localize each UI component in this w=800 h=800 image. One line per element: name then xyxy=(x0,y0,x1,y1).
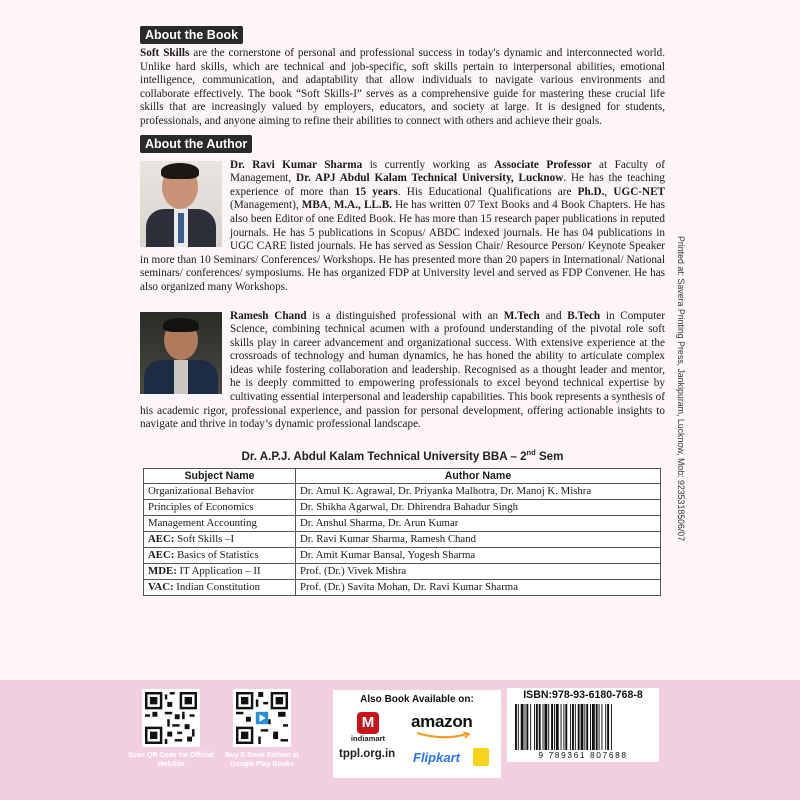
subject-cell xyxy=(144,563,296,579)
about-book-heading: About the Book xyxy=(140,26,243,44)
author-2-name: Ramesh Chand xyxy=(230,309,307,322)
subject-name: Indian Constitution xyxy=(173,581,260,594)
available-on-box xyxy=(333,690,501,778)
table-title-sup: nd xyxy=(526,447,536,457)
barcode-bar xyxy=(543,704,544,750)
bio-seg: is currently working as xyxy=(362,158,495,171)
barcode-bar xyxy=(596,704,598,750)
bio-seg: Associate Professor xyxy=(494,158,592,171)
subject-cell xyxy=(144,499,296,515)
content-column xyxy=(140,26,665,596)
indiamart-icon: M xyxy=(357,712,379,734)
bio-seg: , xyxy=(327,199,334,212)
bio-seg: 15 years xyxy=(354,185,398,198)
barcode-bar xyxy=(526,704,528,750)
barcode-bar xyxy=(563,704,564,750)
author-cell: Prof. (Dr.) Vivek Mishra xyxy=(296,563,661,579)
bio-seg: (Management), xyxy=(230,199,302,212)
author-2-photo xyxy=(140,312,222,394)
about-book-lead: Soft Skills xyxy=(140,47,190,59)
subject-cell xyxy=(144,547,296,563)
indiamart-logo[interactable] xyxy=(343,712,393,743)
barcode-bar xyxy=(599,704,600,750)
barcode-bar xyxy=(518,704,519,750)
bio-seg: UGC-NET xyxy=(613,185,665,198)
ebook-qr-label: Buy E-Book Edition at Google Play Books xyxy=(225,752,299,768)
barcode-bar xyxy=(544,704,547,750)
bio-seg: B.Tech xyxy=(567,309,601,322)
bio-seg: is a distinguished professional with an xyxy=(306,309,504,322)
author-2-block xyxy=(140,310,665,432)
header-author: Author Name xyxy=(296,468,661,483)
barcode-bar xyxy=(551,704,553,750)
barcode-bar xyxy=(590,704,591,750)
about-book-text xyxy=(140,47,665,129)
subject-cell xyxy=(144,579,296,595)
table-header-row xyxy=(144,468,661,483)
barcode-bar xyxy=(592,704,595,750)
barcode-bar xyxy=(556,704,559,750)
author-cell: Dr. Amul K. Agrawal, Dr. Priyanka Malhotra, Dr. Manoj K. Mishra xyxy=(296,483,661,499)
header-subject: Subject Name xyxy=(144,468,296,483)
barcode-bar xyxy=(601,704,602,750)
author-cell: Dr. Shikha Agarwal, Dr. Dhirendra Bahadur Singh xyxy=(296,499,661,515)
barcode-bar xyxy=(586,704,588,750)
barcode-bar xyxy=(554,704,555,750)
footer-band xyxy=(0,680,800,800)
bio-seg: He has written 07 Text Books and 4 Book Chapters. He has also been Editor of one Edited Book. He has more than 15 research paper publications in reputed journals. He has 5 publications in Scopus/ ABDC indexed journals. He has 04 publications in UGC CARE listed journals. He has served as Session Chair/ Resource Person/ Keynote Speaker in more than 10 Seminars/ Conferences/ Workshops. He has presented more than 20 papers in International/ National seminars/ conferences/ symposiums. He has organized FDP at University level and served as FDP Convener. He has also organized many Workshops. xyxy=(140,199,665,293)
subject-name: Principles of Economics xyxy=(148,501,254,514)
bio-seg: . His Educational Qualifications are xyxy=(397,185,578,198)
bio-seg: at Faculty of Management, xyxy=(230,158,665,185)
bio-seg: M.Tech xyxy=(503,309,540,322)
barcode-bar xyxy=(521,704,524,750)
bio-seg: Dr. APJ Abdul Kalam Technical University, Lucknow xyxy=(296,172,564,185)
bio-seg: and xyxy=(539,309,568,322)
author-cell: Dr. Ravi Kumar Sharma, Ramesh Chand xyxy=(296,531,661,547)
subject-prefix: MDE: xyxy=(148,565,177,578)
table-row xyxy=(144,531,661,547)
bio-seg: in Computer Science, combining technical acumen with a profound understanding of the pivotal role soft skills play in career advancement and organizational success. With extensive experience at the crossroads of technology and human dynamics, he has honed the ability to articulate complex ideas while fostering collaboration and leadership. Recognised as a thought leader and mentor, he is deeply committed to empowering professionals to excel beyond technical expertise by cultivating essential interpersonal and leadership capabilities. This book represents a synthesis of his academic rigor, professional experience, and passion for personal development, offering actionable insights to navigate and thrive in today’s dynamic professional landscape. xyxy=(140,309,665,431)
website-qr-label: Scan QR Code for Official WebSite xyxy=(128,752,214,768)
bio-seg: , xyxy=(604,185,614,198)
bio-seg: M.A., LL.B. xyxy=(333,199,392,212)
subjects-table xyxy=(143,468,661,596)
author-1-name: Dr. Ravi Kumar Sharma xyxy=(230,158,363,171)
printer-info-text: Printed at: Savera Printing Press, Jankipuram, Lucknow, Mob: 9235318506/07 xyxy=(676,236,686,542)
barcode-bar xyxy=(607,704,609,750)
barcode-bar xyxy=(561,704,562,750)
subject-name: Management Accounting xyxy=(148,517,257,530)
author-cell: Prof. (Dr.) Savita Mohan, Dr. Ravi Kumar Sharma xyxy=(296,579,661,595)
barcode-bar xyxy=(611,704,612,750)
author-1-photo xyxy=(140,161,222,247)
printer-info xyxy=(676,236,688,656)
barcode-bar xyxy=(570,704,571,750)
author-cell: Dr. Anshul Sharma, Dr. Arun Kumar xyxy=(296,515,661,531)
subject-name: IT Application – II xyxy=(176,565,261,578)
qr-code-icon xyxy=(145,692,197,744)
barcode-bar xyxy=(525,704,526,750)
author-1-block xyxy=(140,159,665,295)
subject-cell xyxy=(144,483,296,499)
table-title-main: Dr. A.P.J. Abdul Kalam Technical University BBA – 2 xyxy=(241,449,527,463)
barcode-bar xyxy=(605,704,606,750)
barcode-bar xyxy=(565,704,567,750)
isbn-box xyxy=(507,688,659,762)
subject-name: Basics of Statistics xyxy=(174,549,259,562)
table-row xyxy=(144,547,661,563)
bio-seg: MBA xyxy=(301,199,328,212)
table-title xyxy=(140,448,665,463)
bio-seg: Ph.D. xyxy=(577,185,605,198)
qr-code-icon xyxy=(236,692,288,744)
flipkart-logo[interactable]: Flipkart xyxy=(413,750,460,765)
table-title-end: Sem xyxy=(535,449,564,463)
barcode-bar xyxy=(534,704,535,750)
subject-prefix: AEC: xyxy=(148,549,175,562)
amazon-logo[interactable]: amazon xyxy=(411,712,473,731)
ebook-qr-code[interactable] xyxy=(233,689,291,747)
barcode-bar xyxy=(584,704,585,750)
barcode-icon xyxy=(513,704,653,750)
tppl-link[interactable]: tppl.org.in xyxy=(339,748,396,760)
table-row xyxy=(144,563,661,579)
barcode-bar xyxy=(515,704,517,750)
barcode-bar xyxy=(575,704,576,750)
barcode-bar xyxy=(578,704,580,750)
about-author-heading: About the Author xyxy=(140,135,252,153)
barcode-bar xyxy=(572,704,574,750)
isbn-text: ISBN:978-93-6180-768-8 xyxy=(523,689,643,701)
barcode-bar xyxy=(530,704,531,750)
amazon-smile-icon xyxy=(415,732,473,740)
subject-cell xyxy=(144,515,296,531)
about-book-body: are the cornerstone of personal and professional success in today's dynamic and interconnected world. Unlike hard skills, which are technical and job-specific, soft skills pertain to interpersonal abilities, emotional intelligence, communication, and adaptability that allow individuals to navigate various environments and collaborate effectively. The book “Soft Skills-I” serves as a comprehensive guide for mastering these crucial life skills that are increasingly valued by employers, educators, and society at large. It is designed for students, professionals, and anyone aiming to refine their abilities to connect with others and achieve their goals. xyxy=(140,47,666,127)
subject-prefix: AEC: xyxy=(148,533,175,546)
barcode-digits: 9 789361 807688 xyxy=(538,750,628,760)
available-on-title: Also Book Available on: xyxy=(360,694,474,705)
subject-name: Soft Skills –I xyxy=(174,533,235,546)
barcode-bar xyxy=(581,704,584,750)
table-row xyxy=(144,579,661,595)
table-row xyxy=(144,515,661,531)
table-row xyxy=(144,499,661,515)
table-row xyxy=(144,483,661,499)
subject-prefix: VAC: xyxy=(148,581,174,594)
author-cell: Dr. Amit Kumar Bansal, Yogesh Sharma xyxy=(296,547,661,563)
website-qr-code[interactable] xyxy=(142,689,200,747)
flipkart-bag-icon xyxy=(473,748,489,766)
bio-seg: . He has the teaching experience of more than xyxy=(230,172,665,198)
barcode-bar xyxy=(548,704,549,750)
indiamart-label: indiamart xyxy=(350,734,386,743)
barcode-bar xyxy=(539,704,541,750)
subject-cell xyxy=(144,531,296,547)
subject-name: Organizational Behavior xyxy=(148,485,255,498)
barcode-bar xyxy=(536,704,538,750)
